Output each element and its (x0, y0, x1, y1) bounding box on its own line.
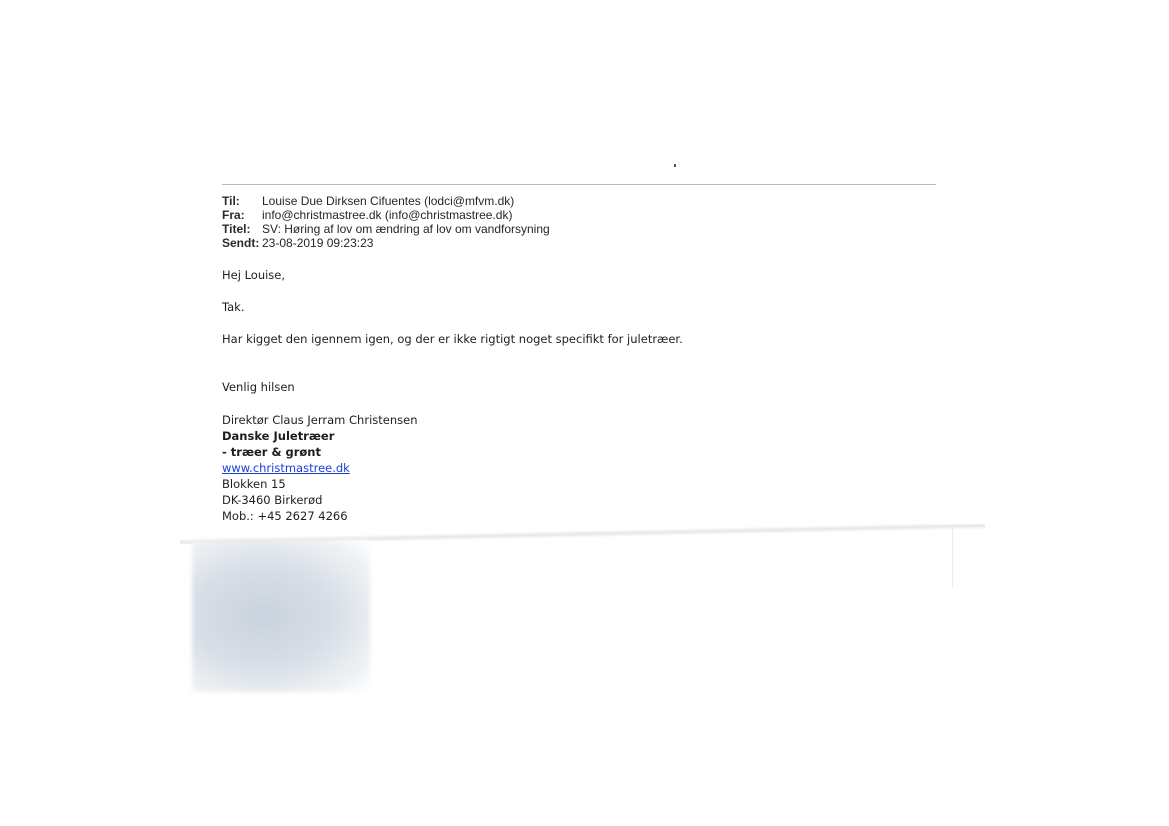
header-to (222, 194, 550, 208)
signature-mobile: Mob.: +45 2627 4266 (222, 509, 348, 523)
header-subject (222, 222, 550, 236)
header-from (222, 208, 550, 222)
thanks-line: Tak. (222, 300, 245, 314)
signature-block (222, 412, 417, 524)
email-header (222, 194, 550, 250)
header-sent-label: Sendt: (222, 236, 260, 250)
header-sent-value: 23-08-2019 09:23:23 (262, 236, 374, 250)
signature-name: Direktør Claus Jerram Christensen (222, 413, 418, 427)
header-sent (222, 236, 550, 250)
message-body: Har kigget den igennem igen, og der er ikke rigtigt noget specifikt for juletræer. (222, 332, 683, 346)
signature-website-link[interactable]: www.christmastree.dk (222, 461, 350, 475)
scan-speck (674, 164, 676, 167)
greeting: Hej Louise, (222, 268, 286, 282)
header-to-label: Til: (222, 194, 240, 208)
header-to-value: Louise Due Dirksen Cifuentes (lodci@mfvm.dk) (262, 194, 515, 208)
signature-city: DK-3460 Birkerød (222, 493, 323, 507)
redacted-area (192, 540, 370, 692)
header-subject-value: SV: Høring af lov om ændring af lov om vandforsyning (262, 222, 550, 236)
signature-company: Danske Juletræer (222, 429, 335, 443)
scan-artifact-line (952, 528, 953, 588)
header-from-label: Fra: (222, 208, 245, 222)
header-from-value: info@christmastree.dk (info@christmastree.dk) (262, 208, 513, 222)
signature-tagline: - træer & grønt (222, 445, 321, 459)
signature-street: Blokken 15 (222, 477, 286, 491)
closing: Venlig hilsen (222, 380, 295, 394)
header-subject-label: Titel: (222, 222, 251, 236)
header-divider (222, 184, 936, 185)
